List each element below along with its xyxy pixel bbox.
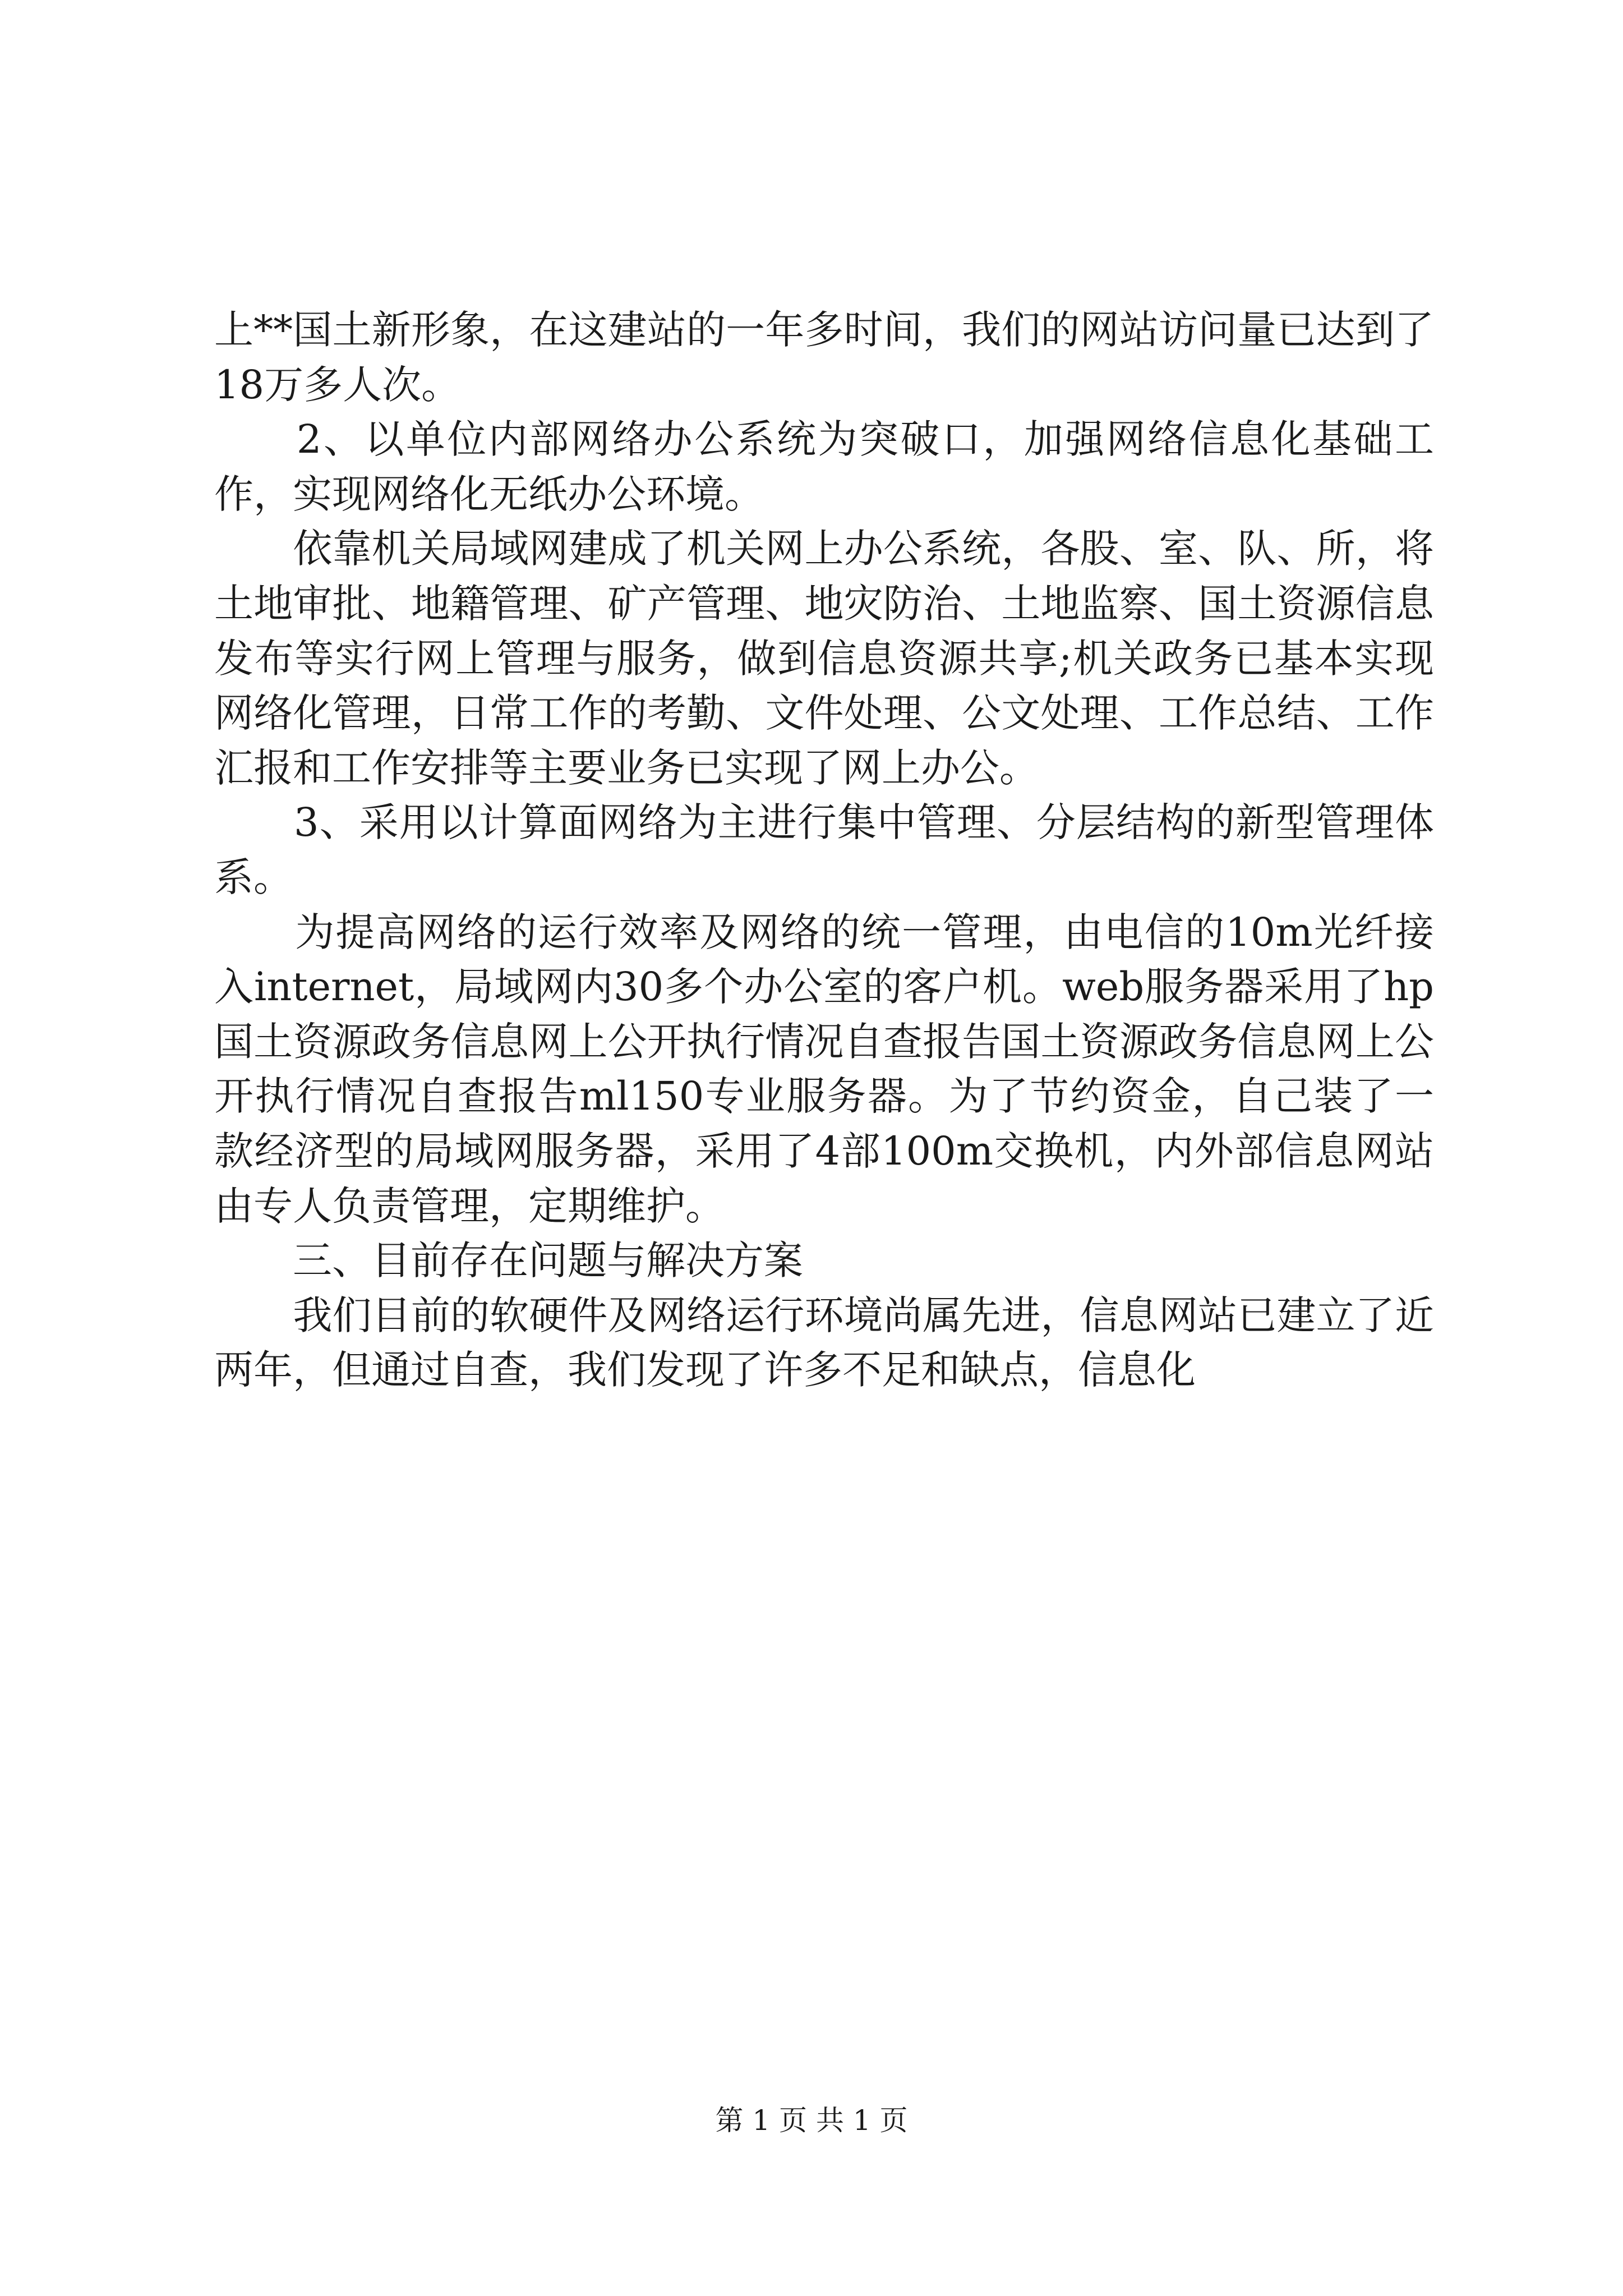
page-number-label: 第 1 页 共 1 页	[715, 2104, 908, 2137]
paragraph-online-office: 依靠机关局域网建成了机关网上办公系统，各股、室、队、所，将土地审批、地籍管理、矿产管理、地灾防治、土地监察、国土资源信息发布等实行网上管理与服务，做到信息资源共享;机关政务已基本实现网络化管理，日常工作的考勤、文件处理、公文处理、工作总结、工作汇报和工作安排等主要业务已实现了网上办公。	[214, 526, 1434, 791]
page-footer	[0, 2104, 1623, 2137]
paragraph-heading-office-system: 2、以单位内部网络办公系统为突破口，加强网络信息化基础工作，实现网络化无纸办公环境。	[214, 416, 1434, 517]
paragraph-heading-problems: 三、目前存在问题与解决方案	[214, 1237, 803, 1284]
paragraph-network-hardware: 为提高网络的运行效率及网络的统一管理，由电信的10m光纤接入internet，局域网内30多个办公室的客户机。web服务器采用了hp国土资源政务信息网上公开执行情况自查报告国土资源政务信息网上公开执行情况自查报告ml150专业服务器。为了节约资金，自己装了一款经济型的局域网服务器，采用了4部100m交换机，内外部信息网站由专人负责管理，定期维护。	[214, 909, 1434, 1229]
document-body	[214, 303, 1434, 1398]
paragraph-heading-management-system: 3、采用以计算面网络为主进行集中管理、分层结构的新型管理体系。	[214, 799, 1434, 900]
paragraph-website-visits: 上**国土新形象，在这建站的一年多时间，我们的网站访问量已达到了18万多人次。	[214, 307, 1434, 408]
paragraph-self-inspection: 我们目前的软硬件及网络运行环境尚属先进，信息网站已建立了近两年，但通过自查，我们发现了许多不足和缺点，信息化	[214, 1292, 1434, 1393]
